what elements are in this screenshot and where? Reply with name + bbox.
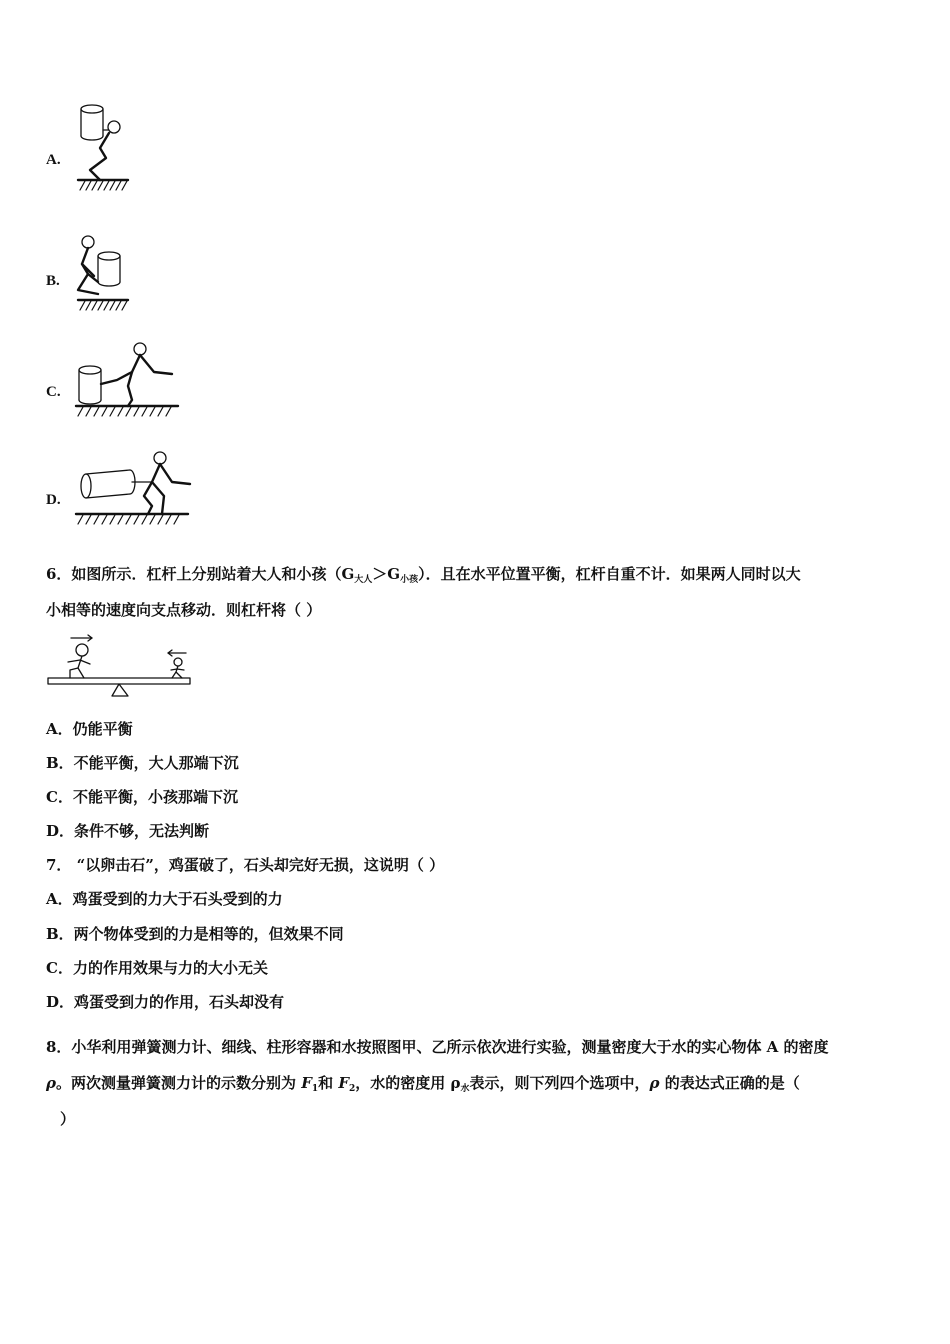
q7-option-b[interactable]: B．两个物体受到的力是相等的，但效果不同 <box>46 925 344 943</box>
q7-option-c[interactable]: C．力的作用效果与力的大小无关 <box>46 959 268 977</box>
q8-stem-line1: 8．小华利用弹簧测力计、细线、柱形容器和水按照图甲、乙所示依次进行实验，测量密度大于水的实心物体 A 的密度 <box>46 1038 829 1056</box>
q8-stem-line3: ） <box>60 1110 76 1128</box>
option-c-label[interactable]: C. <box>46 384 61 400</box>
q6-option-d[interactable]: D．条件不够，无法判断 <box>46 822 210 840</box>
option-d-label[interactable]: D. <box>46 492 61 508</box>
option-a-label[interactable]: A. <box>46 152 61 168</box>
q7-option-d[interactable]: D．鸡蛋受到力的作用，石头却没有 <box>46 993 285 1011</box>
option-b-label[interactable]: B. <box>46 273 60 289</box>
q8-stem-line2: ρ。两次测量弹簧测力计的示数分别为 $F_1$和 $F_2$，水的密度用 $\rho_水$表示，则下列四个选项中，ρ 的表达式正确的是（ <box>46 1074 800 1094</box>
q6-stem-line2: 小相等的速度向支点移动．则杠杆将（ ） <box>46 601 322 619</box>
q6-option-b[interactable]: B．不能平衡，大人那端下沉 <box>46 754 239 772</box>
option-a-figure <box>72 100 134 192</box>
option-d-figure <box>72 448 194 530</box>
q7-option-a[interactable]: A．鸡蛋受到的力大于石头受到的力 <box>46 890 283 908</box>
lever-figure <box>44 632 196 700</box>
q6-stem-line1: 6．如图所示．杠杆上分别站着大人和小孩$(G_{大人}>G_{小孩})$．且在水平位置平衡，杠杆自重不计．如果两人同时以大 <box>46 565 801 585</box>
q6-option-a[interactable]: A．仍能平衡 <box>46 720 133 738</box>
q6-option-c[interactable]: C．不能平衡，小孩那端下沉 <box>46 788 238 806</box>
option-c-figure <box>72 340 182 422</box>
q7-stem: 7． “以卵击石”，鸡蛋破了，石头却完好无损，这说明（ ） <box>46 856 445 874</box>
option-b-figure <box>72 232 134 314</box>
